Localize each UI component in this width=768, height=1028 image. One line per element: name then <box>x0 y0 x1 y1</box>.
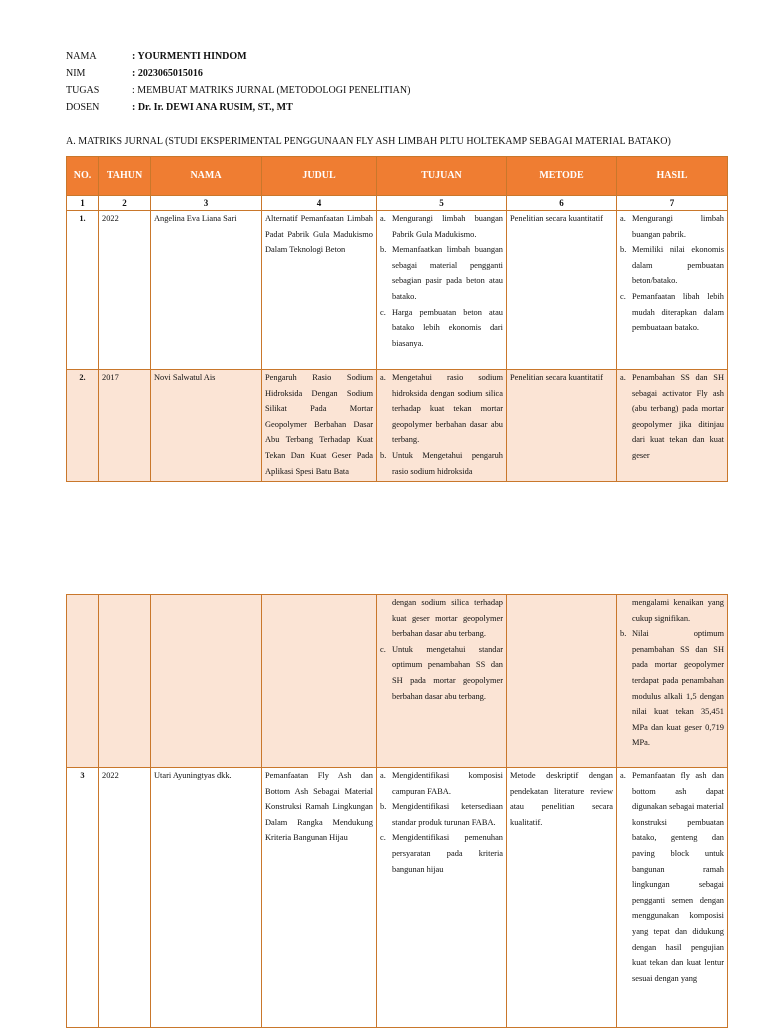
col-header-metode: METODE <box>507 157 617 196</box>
list-item: c. Harga pembuatan beton atau batako lebih ekonomis dari biasanya. <box>380 307 503 348</box>
cell-tahun <box>99 595 151 768</box>
col-number: 1 <box>67 196 99 211</box>
table-row <box>67 370 728 482</box>
cell-tujuan <box>377 211 507 370</box>
cell-nama: Utari Ayuningtyas dkk. <box>151 768 262 1028</box>
col-number: 2 <box>99 196 151 211</box>
col-number: 5 <box>377 196 507 211</box>
cell-hasil <box>617 370 728 482</box>
list-item: dengan sodium silica terhadap kuat geser mortar geopolymer berbahan dasar abu terbang. <box>392 598 503 639</box>
cell-tujuan <box>377 370 507 482</box>
cell-no: 1. <box>67 211 99 370</box>
journal-matrix-table-continued <box>66 594 728 1028</box>
nim-value: : 2023065015016 <box>132 68 203 79</box>
list-item: a. Mengetahui rasio sodium hidroksida dengan sodium silica terhadap kuat tekan mortar geopolymer berbahan dasar abu terbang. <box>380 373 503 445</box>
cell-hasil <box>617 768 728 1028</box>
cell-tahun: 2017 <box>99 370 151 482</box>
cell-judul: Alternatif Pemanfaatan Limbah Padat Pabrik Gula Madukismo Dalam Teknologi Beton <box>262 211 377 370</box>
list-item: c. Mengidentifikasi pemenuhan persyaratan pada kriteria bangunan hijau <box>380 833 503 874</box>
list-item: b. Mengidentifikasi ketersediaan standar produk turunan FABA. <box>380 802 503 827</box>
list-item: b. Untuk Mengetahui pengaruh rasio sodium hidroksida <box>380 450 503 476</box>
cell-judul: Pengaruh Rasio Sodium Hidroksida Dengan Sodium Silikat Pada Mortar Geopolymer Berbahan Dasar Abu Terbang Terhadap Kuat Tekan Dan Kuat Geser Pada Aplikasi Spesi Batu Bata <box>262 370 377 482</box>
col-number: 3 <box>151 196 262 211</box>
col-header-hasil: HASIL <box>617 157 728 196</box>
cell-hasil <box>617 595 728 768</box>
column-number-row <box>67 196 728 211</box>
cell-judul <box>262 595 377 768</box>
table-row <box>67 211 728 370</box>
tugas-label: TUGAS <box>66 85 100 96</box>
col-number: 4 <box>262 196 377 211</box>
col-number: 7 <box>617 196 728 211</box>
journal-matrix-table <box>66 156 728 482</box>
list-item: mengalami kenaikan yang cukup signifikan. <box>632 598 724 623</box>
cell-judul: Pemanfaatan Fly Ash dan Bottom Ash Sebagai Material Konstruksi Ramah Lingkungan Dalam Rangka Mendukung Kriteria Bangunan Hijau <box>262 768 377 1028</box>
col-header-tahun: TAHUN <box>99 157 151 196</box>
dosen-label: DOSEN <box>66 102 100 113</box>
cell-no: 3 <box>67 768 99 1028</box>
cell-hasil <box>617 211 728 370</box>
cell-metode: Metode deskriptif dengan pendekatan literature review atau penelitian secara kualitatif. <box>507 768 617 1028</box>
student-info <box>66 48 410 116</box>
col-header-judul: JUDUL <box>262 157 377 196</box>
col-header-nama: NAMA <box>151 157 262 196</box>
cell-metode: Penelitian secara kuantitatif <box>507 211 617 370</box>
cell-metode: Penelitian secara kuantitatif <box>507 370 617 482</box>
tugas-value: : MEMBUAT MATRIKS JURNAL (METODOLOGI PENELITIAN) <box>132 85 411 96</box>
table-row <box>67 595 728 768</box>
cell-no <box>67 595 99 768</box>
cell-nama: Angelina Eva Liana Sari <box>151 211 262 370</box>
list-item: b. Memiliki nilai ekonomis dalam pembuatan beton/batako. <box>620 245 724 286</box>
list-item: c. Pemanfaatan libah lebih mudah diterapkan dalam pembuataan batako. <box>620 291 724 333</box>
nama-value: : YOURMENTI HINDOM <box>132 51 247 62</box>
list-item: a. Mengurangi limbah buangan pabrik. <box>620 214 724 239</box>
nama-label: NAMA <box>66 51 97 62</box>
dosen-value: : Dr. Ir. DEWI ANA RUSIM, ST., MT <box>132 102 293 113</box>
nim-label: NIM <box>66 68 86 79</box>
list-item: a. Penambahan SS dan SH sebagai activator Fly ash (abu terbang) pada mortar geopolymer jika ditinjau dari kuat tekan dan kuat geser <box>620 373 724 460</box>
cell-tahun: 2022 <box>99 211 151 370</box>
cell-tujuan <box>377 768 507 1028</box>
cell-tujuan <box>377 595 507 768</box>
list-item: c. Untuk mengetahui standar optimum penambahan SS dan SH pada mortar geopolymer berbahan dasar abu terbang. <box>380 644 503 701</box>
col-header-no: NO. <box>67 157 99 196</box>
section-title: A. MATRIKS JURNAL (STUDI EKSPERIMENTAL PENGGUNAAN FLY ASH LIMBAH PLTU HOLTEKAMP SEBAGAI MATERIAL BATAKO) <box>66 136 671 147</box>
table-header-row <box>67 157 728 196</box>
list-item: a. Mengidentifikasi komposisi campuran FABA. <box>380 771 503 796</box>
cell-no: 2. <box>67 370 99 482</box>
col-number: 6 <box>507 196 617 211</box>
col-header-tujuan: TUJUAN <box>377 157 507 196</box>
list-item: a. Mengurangi limbah buangan Pabrik Gula Madukismo. <box>380 214 503 239</box>
list-item: b. Memanfaatkan limbah buangan sebagai material pengganti sebagian pasir pada beton atau batako. <box>380 245 503 301</box>
cell-tahun: 2022 <box>99 768 151 1028</box>
cell-nama <box>151 595 262 768</box>
list-item: b. Nilai optimum penambahan SS dan SH pada mortar geopolymer terdapat pada penambahan modulus alkali 1,5 dengan nilai kuat tekan 35,451 MPa dan kuat geser 0,719 MPa. <box>620 629 724 748</box>
cell-nama: Novi Salwatul Ais <box>151 370 262 482</box>
cell-metode <box>507 595 617 768</box>
list-item: a. Pemanfaatan fly ash dan bottom ash dapat digunakan sebagai material konstruksi pembuatan batako, genteng dan paving block untuk bangunan ramah lingkungan sebagai pengganti semen dengan menggunakan komposisi yang tepat dan didukung dengan hasil pengujian kuat tekan dan kuat lentur sesuai dengan yang <box>620 771 724 983</box>
table-row <box>67 768 728 1028</box>
